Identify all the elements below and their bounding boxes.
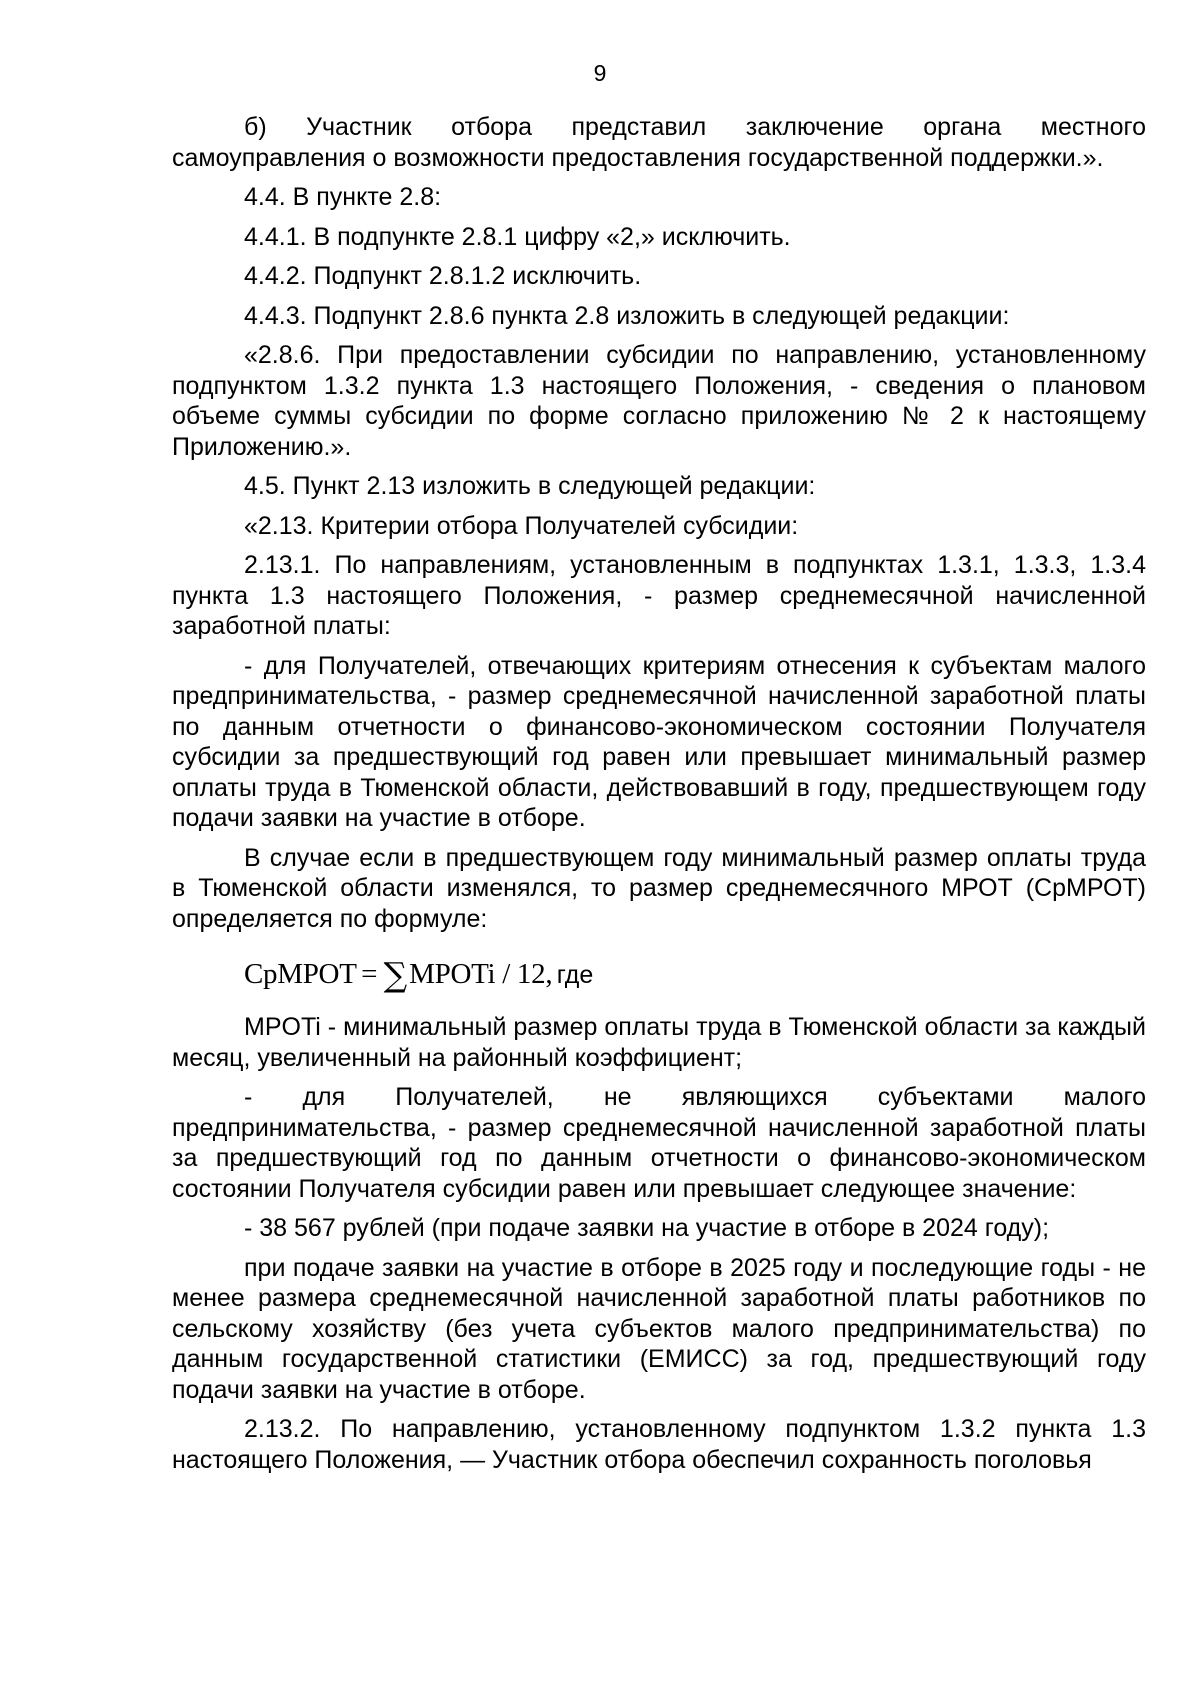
paragraph-11: В случае если в предшествующем году минимальный размер оплаты труда в Тюменской области изменялся, то размер среднемесячного МРОТ (СрМРОТ) определяется по формуле: bbox=[172, 843, 1146, 933]
paragraph-8: «2.13. Критерии отбора Получателей субсидии: bbox=[244, 511, 799, 540]
formula-srmrot bbox=[244, 952, 1146, 996]
formula-equals: = bbox=[361, 958, 378, 990]
paragraph-7: 4.5. Пункт 2.13 изложить в следующей редакции: bbox=[244, 472, 816, 500]
paragraph-4: 4.4.2. Подпункт 2.8.1.2 исключить. bbox=[244, 262, 642, 290]
paragraph-1: б) Участник отбора представил заключение органа местного самоуправления о возможности предоставления государственной поддержки.». bbox=[172, 113, 1146, 172]
paragraph-15: при подаче заявки на участие в отборе в 2025 году и последующие годы - не менее размера среднемесячной начисленной заработной платы работников по сельскому хозяйству (без учета субъектов малого предпринимательства) по данным государственной статистики (ЕМИСС) за год, предшествующий году подачи заявки на участие в отборе. bbox=[172, 1253, 1146, 1404]
paragraph-2: 4.4. В пункте 2.8: bbox=[244, 183, 442, 211]
paragraph-14: - 38 567 рублей (при подаче заявки на участие в отборе в 2024 году); bbox=[244, 1214, 1050, 1242]
paragraph-12: MPOTi - минимальный размер оплаты труда в Тюменской области за каждый месяц, увеличенный на районный коэффициент; bbox=[172, 1013, 1146, 1072]
paragraph-16: 2.13.2. По направлению, установленному подпунктом 1.3.2 пункта 1.3 настоящего Положения, — Участник отбора обеспечил сохранность поголовья bbox=[172, 1415, 1146, 1474]
formula-lhs: CpMPOT bbox=[244, 958, 357, 990]
paragraph-13: - для Получателей, не являющихся субъектами малого предпринимательства, - размер среднемесячной начисленной заработной платы за предшествующий год по данным отчетности о финансово-экономическом состоянии Получателя субсидии равен или превышает следующее значение: bbox=[172, 1083, 1146, 1203]
formula-suffix: где bbox=[556, 961, 594, 989]
paragraph-9: 2.13.1. По направлениям, установленным в подпунктах 1.3.1, 1.3.3, 1.3.4 пункта 1.3 настоящего Положения, - размер среднемесячной начисленной заработной платы: bbox=[172, 551, 1146, 640]
sum-symbol: ∑ bbox=[383, 955, 408, 994]
paragraph-10: - для Получателей, отвечающих критериям отнесения к субъектам малого предпринимательства, - размер среднемесячной начисленной заработной платы по данным отчетности о финансово-экономическом состоянии Получателя субсидии за предшествующий год равен или превышает минимальный размер оплаты труда в Тюменской области, действовавший в году, предшествующем году подачи заявки на участие в отборе. bbox=[172, 651, 1146, 832]
formula-rhs: MPOTi / 12, bbox=[409, 958, 553, 990]
paragraph-3: 4.4.1. В подпункте 2.8.1 цифру «2,» исключить. bbox=[244, 222, 791, 251]
paragraph-5: 4.4.3. Подпункт 2.8.6 пункта 2.8 изложить в следующей редакции: bbox=[244, 301, 1010, 330]
page-number: 9 bbox=[593, 60, 607, 86]
paragraph-6: «2.8.6. При предоставлении субсидии по направлению, установленному подпунктом 1.3.2 пункта 1.3 настоящего Положения, - сведения о плановом объеме суммы субсидии по форме согласно приложению № 2 к настоящему Приложению.». bbox=[172, 341, 1146, 461]
document-body bbox=[172, 112, 1146, 1475]
